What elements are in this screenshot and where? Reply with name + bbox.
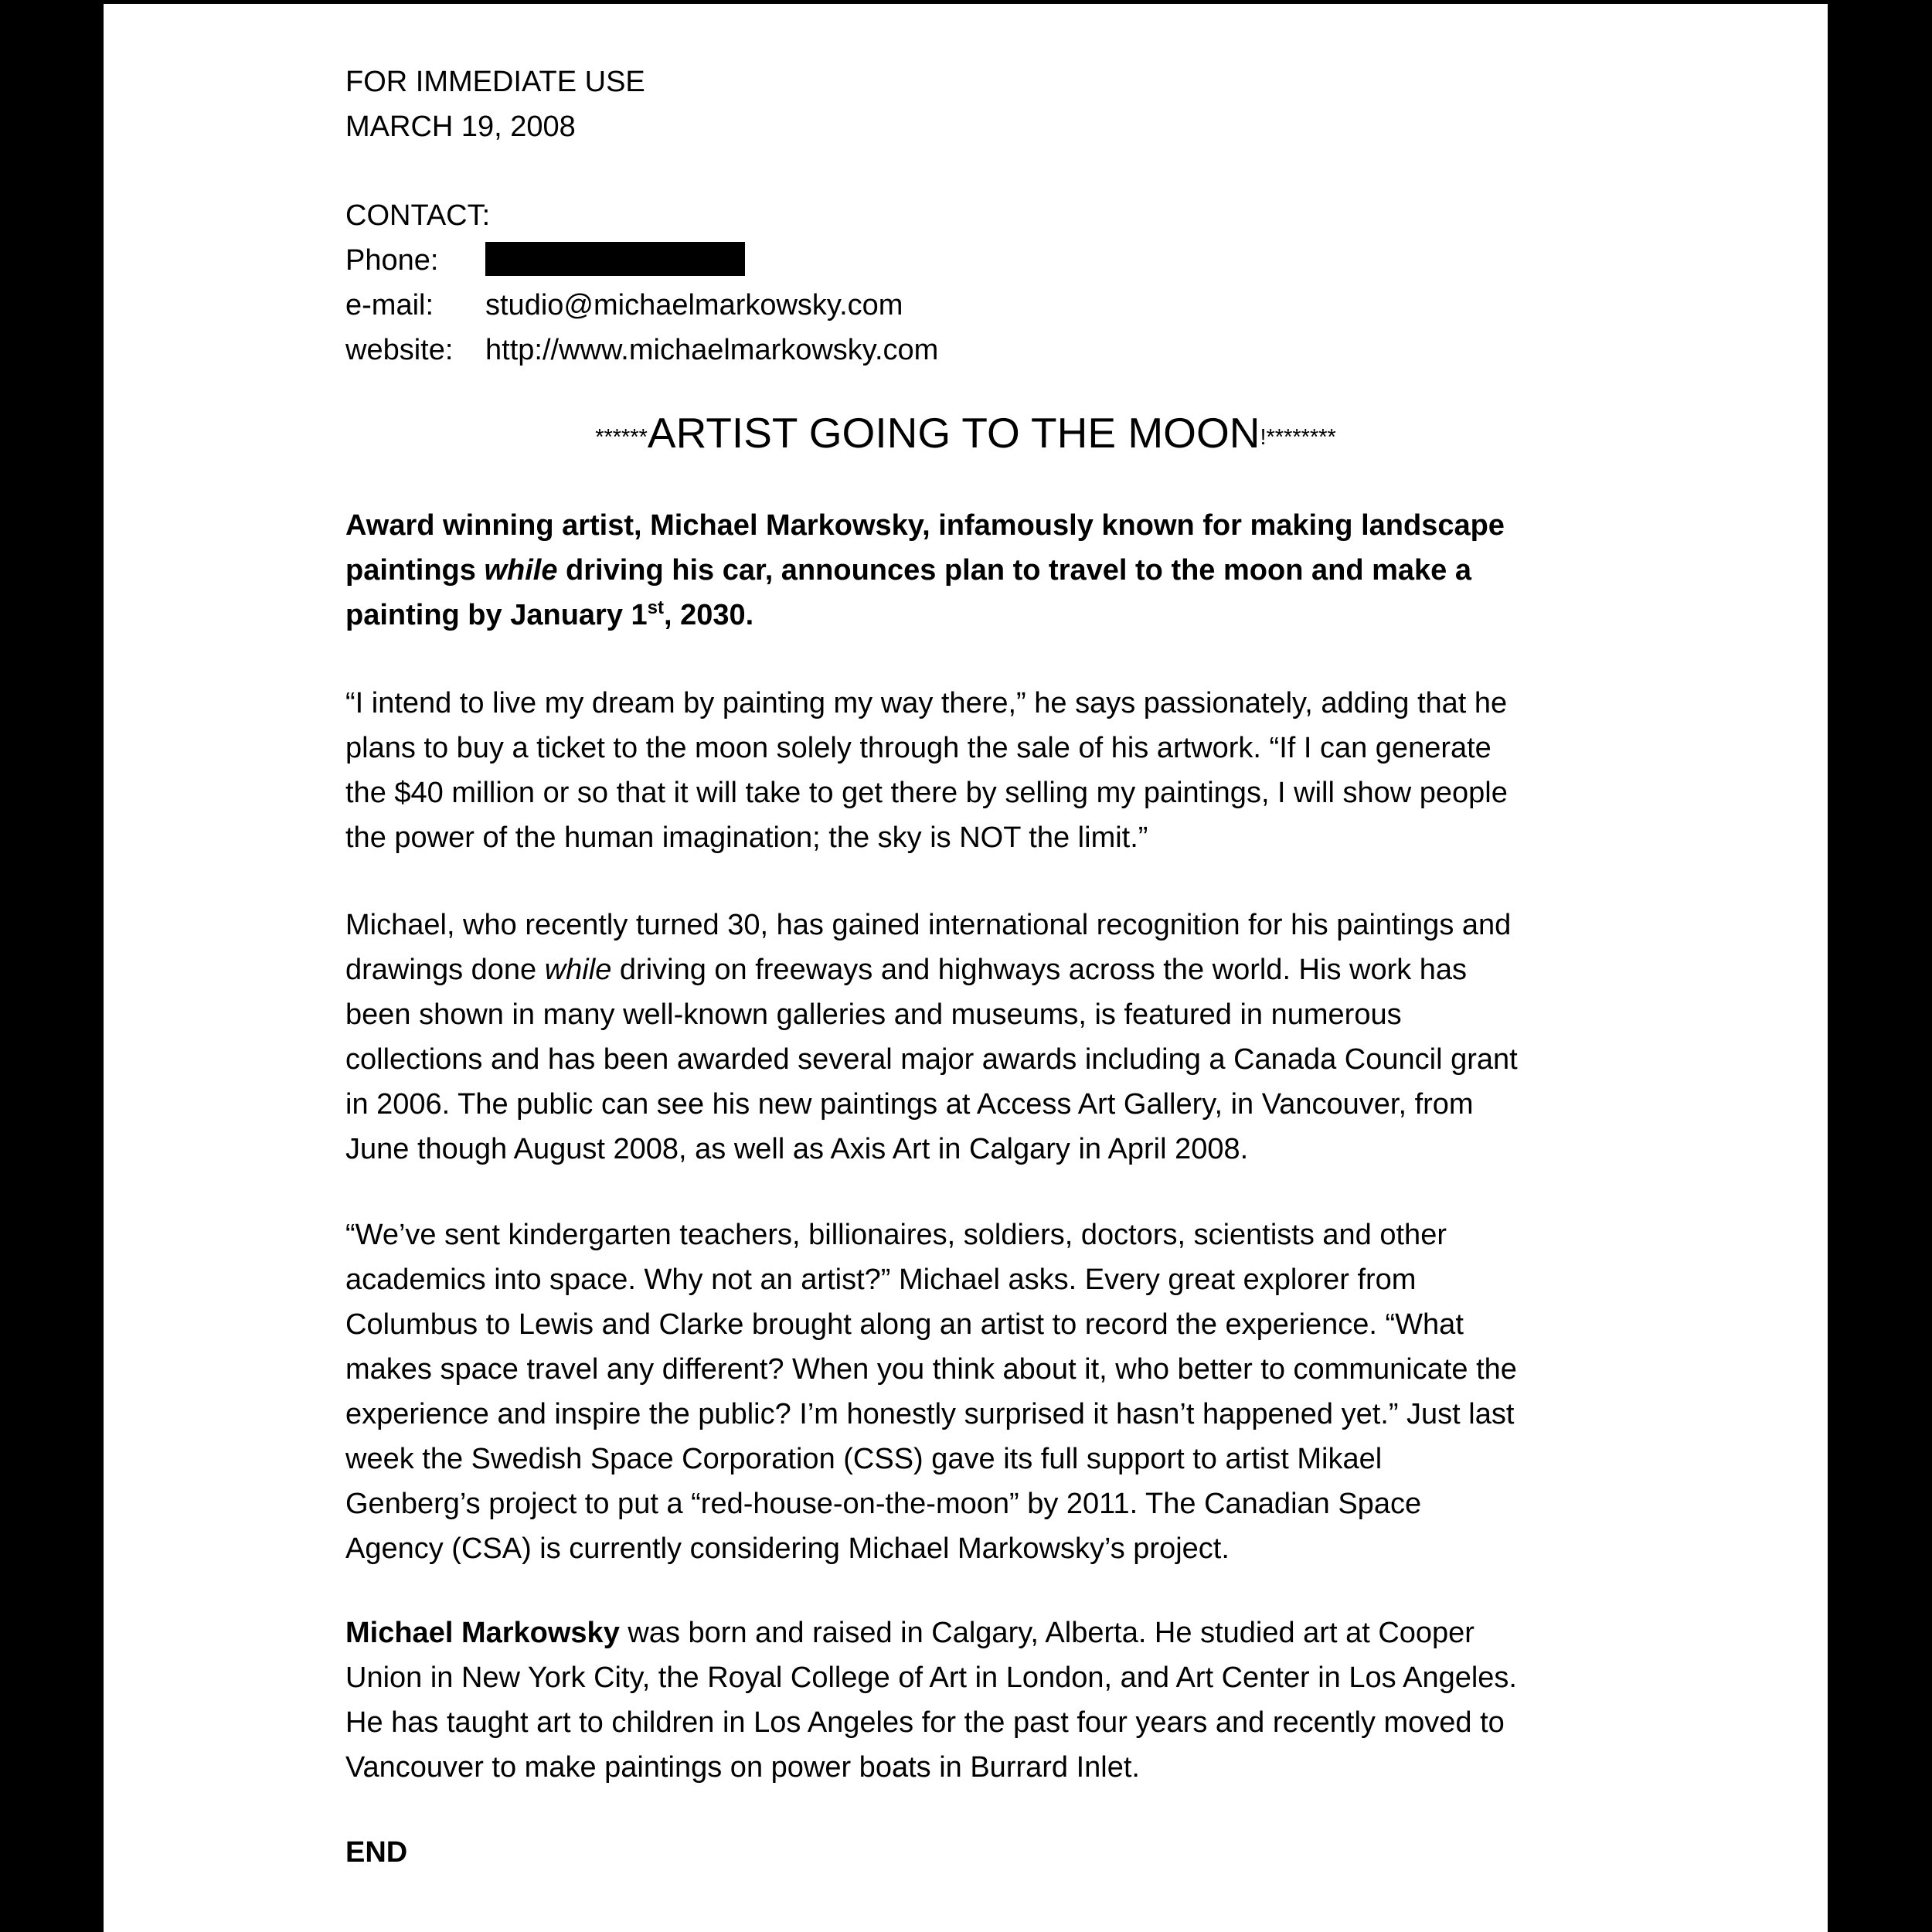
contact-heading: CONTACT: <box>345 199 491 232</box>
bio-paragraph <box>345 1611 1601 1790</box>
paragraph-line: in 2006. The public can see his new paintings at Access Art Gallery, in Vancouver, from <box>345 1088 1474 1121</box>
paragraph-line: experience and inspire the public? I’m honestly surprised it hasn’t happened yet.” Just last <box>345 1398 1515 1430</box>
end-marker <box>345 1830 1601 1875</box>
email-label: e-mail: <box>345 289 434 321</box>
end-text: END <box>345 1836 408 1869</box>
phone-row <box>345 238 1601 283</box>
website-label: website: <box>345 334 454 366</box>
lead-text: painting by January 1 <box>345 599 648 631</box>
paragraph-line <box>345 1611 1601 1655</box>
recognition-paragraph <box>345 903 1601 1172</box>
paragraph-line: been shown in many well-known galleries and museums, is featured in numerous <box>345 998 1402 1031</box>
lead-line <box>345 593 1601 638</box>
paragraph-line: plans to buy a ticket to the moon solely through the sale of his artwork. “If I can generate <box>345 732 1492 764</box>
paragraph-emphasis: while <box>544 954 612 986</box>
space-paragraph <box>345 1213 1601 1571</box>
paragraph-line: week the Swedish Space Corporation (CSS) gave its full support to artist Mikael <box>345 1443 1383 1475</box>
paragraph-line: makes space travel any different? When you think about it, who better to communicate the <box>345 1353 1517 1386</box>
paragraph-line: Agency (CSA) is currently considering Michael Markowsky’s project. <box>345 1532 1230 1565</box>
lead-line: Award winning artist, Michael Markowsky, infamously known for making landscape <box>345 509 1505 542</box>
release-date: MARCH 19, 2008 <box>345 111 576 143</box>
lead-superscript: st <box>647 597 664 618</box>
lead-text: , 2030. <box>664 599 754 631</box>
paragraph-line: Union in New York City, the Royal College of Art in London, and Art Center in Los Angeles. <box>345 1662 1517 1694</box>
lead-text: paintings <box>345 554 485 587</box>
website-value: http://www.michaelmarkowsky.com <box>485 334 939 366</box>
headline-title: ARTIST GOING TO THE MOON <box>647 409 1260 457</box>
paragraph-line: “I intend to live my dream by painting my way there,” he says passionately, adding that he <box>345 687 1508 719</box>
headline-stars-right: !******** <box>1260 425 1336 450</box>
headline-stars-left: ****** <box>595 425 648 450</box>
contact-block <box>345 193 1601 372</box>
lead-text: driving his car, announces plan to travel to the moon and make a <box>557 554 1471 587</box>
document-page <box>104 4 1828 1932</box>
release-header <box>345 60 1601 149</box>
release-label: FOR IMMEDIATE USE <box>345 66 645 98</box>
paragraph-text: was born and raised in Calgary, Alberta. He studied art at Cooper <box>619 1617 1475 1649</box>
paragraph-text: driving on freeways and highways across the world. His work has <box>611 954 1468 986</box>
lead-paragraph <box>345 503 1601 638</box>
paragraph-line: Columbus to Lewis and Clarke brought along an artist to record the experience. “What <box>345 1308 1464 1341</box>
email-value: studio@michaelmarkowsky.com <box>485 289 903 321</box>
quote-paragraph <box>345 681 1601 860</box>
artist-name: Michael Markowsky <box>345 1617 620 1649</box>
lead-line <box>345 548 1601 593</box>
redacted-phone <box>485 242 745 276</box>
paragraph-line: collections and has been awarded several major awards including a Canada Council grant <box>345 1043 1518 1076</box>
phone-label: Phone: <box>345 244 439 277</box>
paragraph-line <box>345 947 1601 992</box>
paragraph-line: “We’ve sent kindergarten teachers, billionaires, soldiers, doctors, scientists and other <box>345 1219 1447 1251</box>
paragraph-line: the $40 million or so that it will take to get there by selling my paintings, I will show people <box>345 777 1508 809</box>
paragraph-line: Michael, who recently turned 30, has gained international recognition for his paintings and <box>345 909 1512 941</box>
paragraph-line: Vancouver to make paintings on power boats in Burrard Inlet. <box>345 1751 1140 1784</box>
paragraph-line: academics into space. Why not an artist?” Michael asks. Every great explorer from <box>345 1264 1417 1296</box>
email-row <box>345 283 1601 328</box>
paragraph-line: He has taught art to children in Los Angeles for the past four years and recently moved to <box>345 1706 1505 1739</box>
paragraph-line: June though August 2008, as well as Axis Art in Calgary in April 2008. <box>345 1133 1249 1165</box>
lead-emphasis: while <box>484 554 558 587</box>
website-row <box>345 328 1601 372</box>
paragraph-line: the power of the human imagination; the sky is NOT the limit.” <box>345 821 1148 854</box>
headline <box>104 406 1828 465</box>
paragraph-text: drawings done <box>345 954 545 986</box>
paragraph-line: Genberg’s project to put a “red-house-on-the-moon” by 2011. The Canadian Space <box>345 1488 1422 1520</box>
